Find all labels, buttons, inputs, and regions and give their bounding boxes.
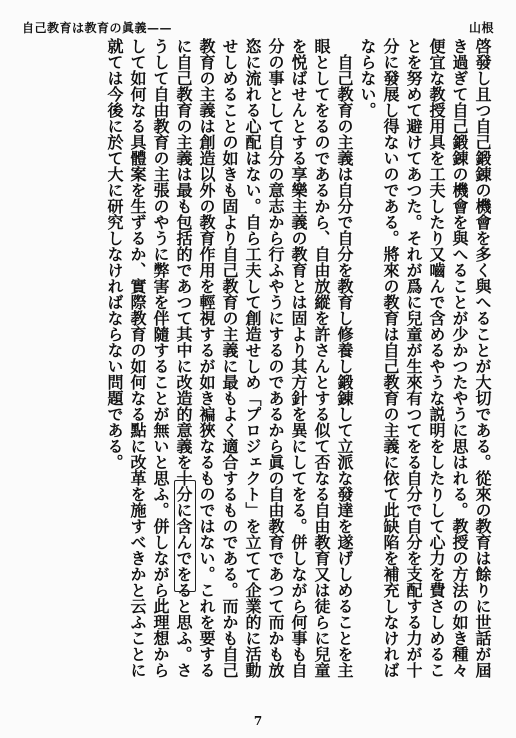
- paragraph-2: 自己教育の主義は自分で自分を教育し修養し鍛錬して立派な發達を遂げしめることを主眼としてをるのであるから、自由放縱を許さんとする似て否なる自由教育又は徒らに兒童を悦ばせんとする享樂主義の教育とは固より其方針を異にしてをる。併しながら何事も自分の事として自分の意志から行ふやうにするのであるから眞の自由教育であつて而かも放恣に流れる心配はない。自ら工夫して創造せしめ「プロジェクト」を立てて企業的に活動せしめることの如きも固より自己教育の主義に最もよく適合するものである。而かも自己教育の主義は創造以外の教育作用を輕視するが如き褊狹なるものではない。これを要するに自己教育の主義は最も包括的であつて其中に改造的意義を十分に含んでをると思ふ。さうして自由教育の主張のやうに弊害を伴隨することが無いと思ふ。併しながら此理想からして如何なる具體案を生ずるか、實際教育の如何なる點に改革を施すべきかと云ふことに就ては今後に於て大に研究しなければならない問題である。: [105, 38, 354, 678]
- paragraph-1: 啓發し且つ自己鍛錬の機會を多く與へることが大切である。從來の教育は餘りに世話が屆き過ぎて自己鍛錬の機會を與へることが少かつたやうに思はれる。教授の方法の如き種々便宜な教授用具を工夫したり又嚙んで含めるやうな説明をしたりして心力を費さしめることを努めて避けてあつた。それが爲に兒童が生來有つてをる自分で自分を支配する力が十分に發展し得ないのである。將來の教育は自己教育の主義に依て此缺陷を補充しなければならない。: [358, 38, 492, 678]
- running-header: [22, 18, 494, 36]
- header-author: 山根: [468, 20, 494, 35]
- header-title: 自己教育は教育の眞義——: [22, 20, 173, 35]
- page-number: 7: [253, 714, 263, 728]
- vertical-text-block: [18, 38, 494, 678]
